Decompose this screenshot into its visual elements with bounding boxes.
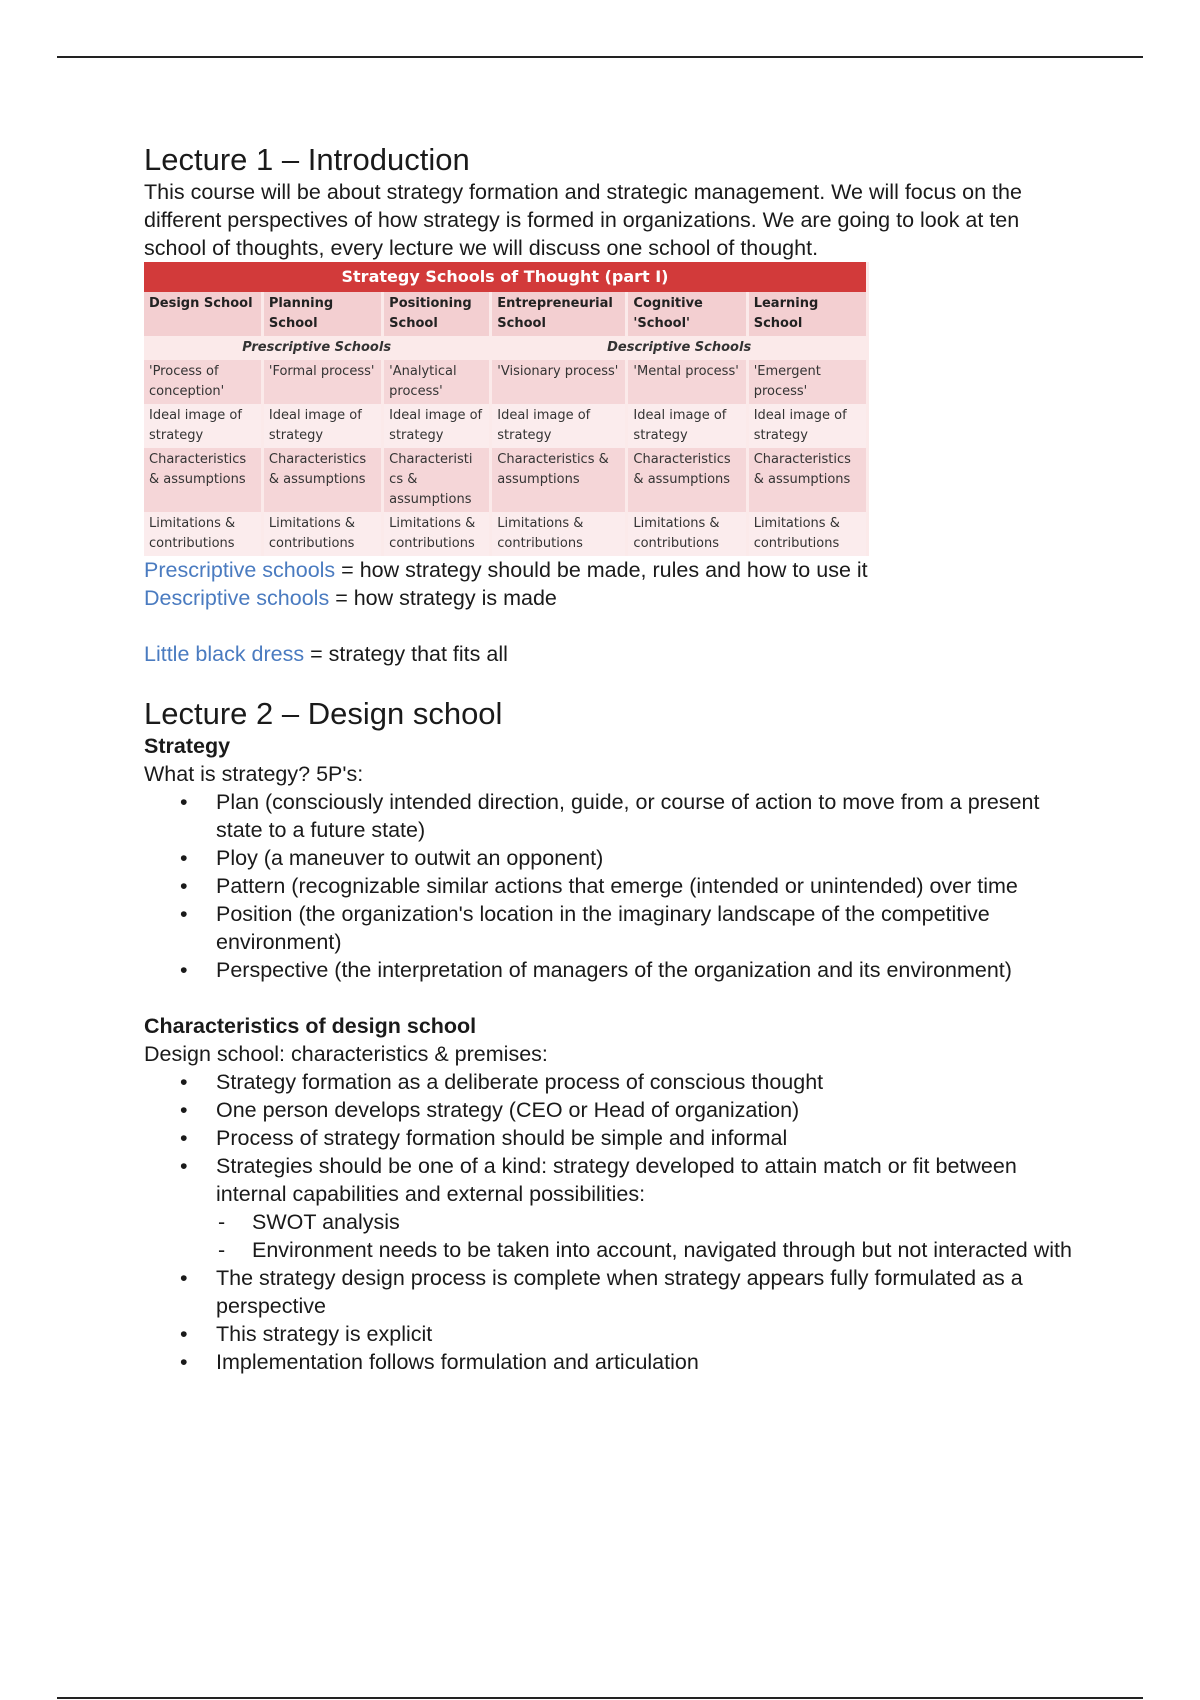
definition-term: Little black dress — [144, 642, 305, 666]
table-cell: 'Process of conception' — [144, 360, 262, 404]
sub-list-item: - SWOT analysis — [252, 1208, 1084, 1236]
lecture1-intro: This course will be about strategy formation and strategic management. We will focus on the different perspectives of how strategy is formed in organizations. We are going to look at ten school of thoughts, every lecture we will discuss one school of thought. — [144, 180, 1022, 260]
list-item: • Strategy formation as a deliberate process of conscious thought — [216, 1068, 1084, 1096]
school-header: Learning School — [747, 292, 867, 336]
category-prescriptive: Prescriptive Schools — [144, 336, 491, 360]
school-header: Cognitive 'School' — [627, 292, 747, 336]
table-cell: Characteristics & assumptions — [627, 448, 747, 512]
table-cell: Limitations & contributions — [747, 512, 867, 556]
list-item: • Pattern (recognizable similar actions that emerge (intended or unintended) over time — [216, 872, 1084, 900]
table-cell: Limitations & contributions — [383, 512, 491, 556]
strategy-heading: Strategy — [144, 734, 231, 758]
table-cell: 'Visionary process' — [491, 360, 627, 404]
table-cell: Characteristi cs & assumptions — [383, 448, 491, 512]
definition — [144, 556, 1084, 584]
characteristics-list-continued — [144, 1264, 1084, 1376]
lecture1-title: Lecture 1 – Introduction — [144, 142, 470, 177]
characteristics-intro: Design school: characteristics & premises: — [144, 1042, 548, 1066]
lecture2-title: Lecture 2 – Design school — [144, 696, 503, 731]
definition-term: Prescriptive schools — [144, 558, 336, 582]
table-cell: Ideal image of strategy — [491, 404, 627, 448]
table-cell: Limitations & contributions — [144, 512, 262, 556]
table-cell: Characteristics & assumptions — [491, 448, 627, 512]
sub-list-item: - Environment needs to be taken into account, navigated through but not interacted with — [252, 1236, 1084, 1264]
table-cell: Limitations & contributions — [262, 512, 382, 556]
spacer — [144, 612, 1084, 640]
list-item: • Ploy (a maneuver to outwit an opponent) — [216, 844, 1084, 872]
table-cell: Ideal image of strategy — [747, 404, 867, 448]
footer-rule — [57, 1697, 1143, 1699]
five-ps-list — [144, 788, 1084, 984]
strategy-intro: What is strategy? 5P's: — [144, 762, 364, 786]
list-item: • Implementation follows formulation and articulation — [216, 1348, 1084, 1376]
category-descriptive: Descriptive Schools — [491, 336, 868, 360]
characteristics-list — [144, 1068, 1084, 1264]
table-cell: Limitations & contributions — [627, 512, 747, 556]
definition-term: Descriptive schools — [144, 586, 330, 610]
list-item: • Plan (consciously intended direction, guide, or course of action to move from a present state to a future state) — [216, 788, 1084, 844]
header-rule — [57, 56, 1143, 58]
definition — [144, 640, 1084, 668]
list-item: • Perspective (the interpretation of managers of the organization and its environment) — [216, 956, 1084, 984]
school-header: Planning School — [262, 292, 382, 336]
table-cell: Limitations & contributions — [491, 512, 627, 556]
table-title: Strategy Schools of Thought (part I) — [144, 262, 868, 292]
table-cell: Characteristics & assumptions — [144, 448, 262, 512]
table-cell: Characteristics & assumptions — [262, 448, 382, 512]
table-cell: Ideal image of strategy — [262, 404, 382, 448]
list-item: • This strategy is explicit — [216, 1320, 1084, 1348]
table-cell: 'Emergent process' — [747, 360, 867, 404]
table-cell: Ideal image of strategy — [383, 404, 491, 448]
list-item: • Strategies should be one of a kind: strategy developed to attain match or fit between internal capabilities and external possibilities: - SWOT analysis - Environment needs to be taken into account, navigated through but not interacted with — [216, 1152, 1084, 1264]
definition-text: = how strategy should be made, rules and how to use it — [335, 558, 868, 582]
definition — [144, 584, 1084, 612]
table-cell: Characteristics & assumptions — [747, 448, 867, 512]
characteristics-heading: Characteristics of design school — [144, 1014, 477, 1038]
school-header: Entrepreneurial School — [491, 292, 627, 336]
definition-text: = how strategy is made — [329, 586, 557, 610]
list-item: • The strategy design process is complete when strategy appears fully formulated as a perspective — [216, 1264, 1084, 1320]
sub-list — [216, 1208, 1084, 1264]
table-cell: 'Mental process' — [627, 360, 747, 404]
table-cell: 'Analytical process' — [383, 360, 491, 404]
list-item: • Process of strategy formation should be simple and informal — [216, 1124, 1084, 1152]
list-item: • One person develops strategy (CEO or Head of organization) — [216, 1096, 1084, 1124]
table-cell: Ideal image of strategy — [627, 404, 747, 448]
school-header: Design School — [144, 292, 262, 336]
table-cell: 'Formal process' — [262, 360, 382, 404]
table-cell: Ideal image of strategy — [144, 404, 262, 448]
list-item: • Position (the organization's location in the imaginary landscape of the competitive environment) — [216, 900, 1084, 956]
definition-text: = strategy that fits all — [304, 642, 508, 666]
schools-table — [144, 262, 869, 556]
school-header: Positioning School — [383, 292, 491, 336]
